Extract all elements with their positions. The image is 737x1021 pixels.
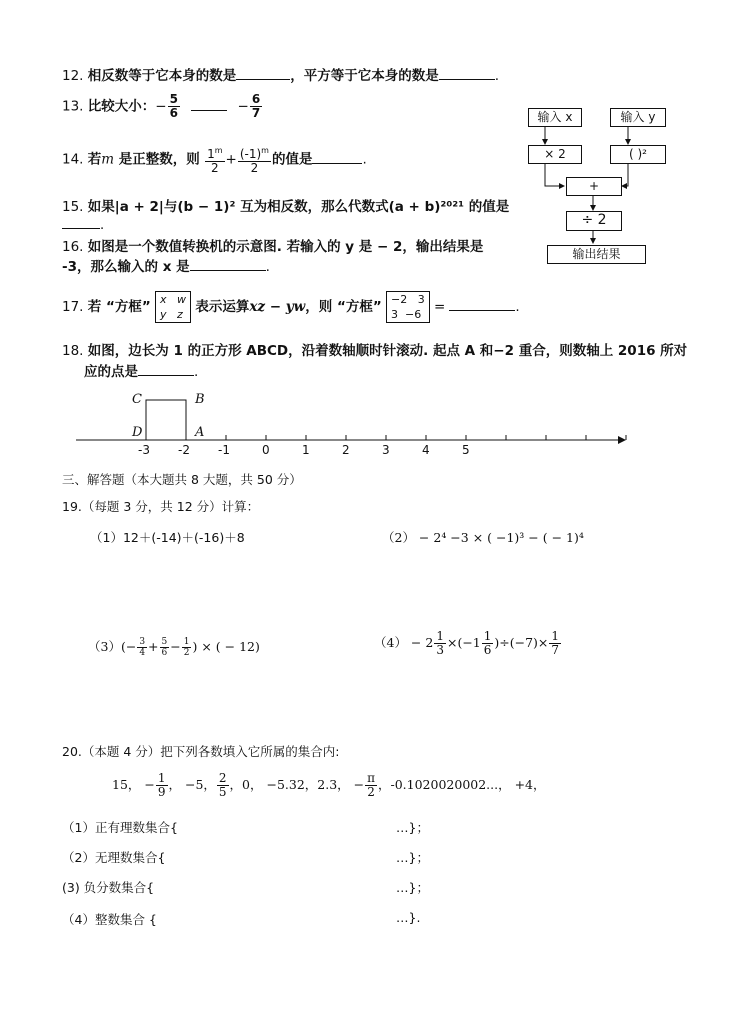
output-box: 输出结果 xyxy=(547,245,646,264)
numerator xyxy=(205,144,224,162)
matrix-cell: y xyxy=(160,308,167,321)
numerator: 5 xyxy=(169,92,178,106)
axis-ticks xyxy=(146,435,626,440)
label-b: B xyxy=(195,392,205,407)
question-12 xyxy=(62,64,499,84)
question-text: ，平方等于它本身的数是 xyxy=(290,68,439,84)
fraction xyxy=(434,630,446,657)
question-18 xyxy=(62,339,687,359)
period: . xyxy=(194,364,199,380)
question-number: 14. xyxy=(62,151,84,168)
denominator: 5 xyxy=(218,785,227,799)
matrix-cell: w xyxy=(177,293,187,306)
question-18-line2 xyxy=(84,360,198,380)
numerator: 3 xyxy=(139,637,146,647)
denominator: 7 xyxy=(551,643,560,657)
question-text: 若 “方框” xyxy=(87,299,151,315)
answer-blank[interactable] xyxy=(191,98,227,111)
period: . xyxy=(494,68,500,84)
matrix-cell: −6 xyxy=(405,308,422,321)
period: . xyxy=(515,299,520,315)
fraction xyxy=(160,637,170,658)
period: . xyxy=(265,259,270,275)
axis-arrow xyxy=(618,436,626,444)
period: . xyxy=(362,151,367,168)
label-a: A xyxy=(195,425,205,440)
tick-label: -1 xyxy=(218,443,230,457)
square-abcd xyxy=(146,400,186,440)
question-text: 是正整数，则 xyxy=(114,151,200,168)
expression-part: ) × ( − 12) xyxy=(192,639,260,654)
minus-sign: − xyxy=(170,639,181,654)
question-number: 18. xyxy=(62,343,84,359)
fraction xyxy=(137,637,147,658)
input-x-box: 输入 x xyxy=(528,108,582,127)
answer-blank[interactable] xyxy=(312,151,362,164)
matrix-symbolic xyxy=(155,291,191,323)
equals-sign: = xyxy=(434,299,446,315)
question-20-title: 20.（本题 4 分）把下列各数填入它所属的集合内: xyxy=(62,744,340,759)
question-number: 16. xyxy=(62,239,84,255)
denominator: 3 xyxy=(436,643,444,657)
denominator: 6 xyxy=(161,648,168,658)
minus-sign: − xyxy=(155,98,167,115)
number-line-axis xyxy=(70,390,630,450)
problem-19-4 xyxy=(374,630,562,657)
numbers-part: ，0， −5.32，2.3， − xyxy=(229,777,365,792)
denominator: 9 xyxy=(157,785,166,799)
label-c: C xyxy=(132,392,142,407)
label-d: D xyxy=(132,425,143,440)
question-16-line2 xyxy=(62,255,270,275)
matrix-cell: 3 xyxy=(417,293,425,306)
question-19-title: 19.（每题 3 分，共 12 分）计算： xyxy=(62,499,260,514)
question-16 xyxy=(62,235,483,255)
question-text: ，则 “方框” xyxy=(305,299,382,315)
numerator: 5 xyxy=(161,637,168,647)
variable: m xyxy=(101,151,115,168)
fraction xyxy=(205,144,224,175)
tick-label: 5 xyxy=(462,443,470,457)
answer-blank[interactable] xyxy=(236,67,290,80)
set-irrational-end: …}； xyxy=(396,850,429,865)
input-y-box: 输入 y xyxy=(610,108,666,127)
period: . xyxy=(100,218,105,233)
problem-19-3 xyxy=(88,637,260,658)
question-text: -3，那么输入的 x 是 xyxy=(62,259,190,275)
problem-19-1: （1）12＋(-14)＋(-16)＋8 xyxy=(90,530,245,545)
numerator: π xyxy=(367,771,375,785)
answer-blank[interactable] xyxy=(62,216,100,229)
numerator: 6 xyxy=(251,92,261,106)
denominator: 4 xyxy=(139,648,146,658)
problem-19-2: （2） − 2⁴ −3 × ( −1)³ − ( − 1)⁴ xyxy=(382,530,584,545)
numerator: 1 xyxy=(436,629,444,643)
operation-expression: xz − yw xyxy=(249,299,306,315)
question-15-blank-line xyxy=(62,216,104,233)
fraction xyxy=(365,772,377,799)
matrix-cell: 3 xyxy=(391,308,398,321)
matrix-cell: −2 xyxy=(391,293,408,306)
question-text: 相反数等于它本身的数是 xyxy=(87,68,237,84)
expression-part: （3）(− xyxy=(88,639,137,654)
set-positive-rational-label: （1）正有理数集合{ xyxy=(62,820,178,835)
question-text: 表示运算 xyxy=(195,299,250,315)
question-17 xyxy=(62,291,520,323)
expression-part: （4） − 2 xyxy=(374,635,434,650)
square-box: ( )² xyxy=(610,145,666,164)
exponent: m xyxy=(261,146,269,155)
set-negative-fraction-end: …}； xyxy=(396,880,429,895)
section-heading: 三、解答题（本大题共 8 大题，共 50 分） xyxy=(62,472,302,487)
fraction xyxy=(217,772,229,799)
numerator: 1 xyxy=(551,629,560,643)
question-number: 17. xyxy=(62,299,84,315)
set-positive-rational-end: …}； xyxy=(396,820,429,835)
set-integer-end: …}. xyxy=(396,910,421,925)
question-text: 的值是 xyxy=(271,151,313,168)
fraction xyxy=(156,772,168,799)
question-number: 13. xyxy=(62,98,84,115)
numerator-base: 1 xyxy=(207,147,215,161)
fraction xyxy=(482,630,494,657)
numerator: 1 xyxy=(483,629,492,643)
minus-sign: − xyxy=(237,98,249,115)
fraction xyxy=(168,93,180,120)
question-text: 比较大小： xyxy=(87,98,156,115)
expression-part: )÷(−7)× xyxy=(494,635,549,650)
answer-blank[interactable] xyxy=(138,363,194,376)
fraction xyxy=(549,630,561,657)
numerator: 1 xyxy=(183,637,190,647)
matrix-cell: x xyxy=(160,293,167,306)
question-number: 15. xyxy=(62,199,84,215)
numbers-part: ，-0.1020020002...， +4， xyxy=(378,777,546,792)
question-text: 如图，边长为 1 的正方形 ABCD，沿着数轴顺时针滚动. 起点 A 和−2 重合，则数轴上 2016 所对 xyxy=(87,343,688,359)
answer-blank[interactable] xyxy=(439,67,495,80)
denominator: 6 xyxy=(169,106,178,120)
set-irrational-label: （2）无理数集合{ xyxy=(62,850,166,865)
question-text: 若 xyxy=(87,151,102,168)
numerator: 2 xyxy=(218,771,227,785)
set-integer-label: （4）整数集合 { xyxy=(62,912,157,927)
tick-label: 0 xyxy=(262,443,270,457)
numerator-base: (-1) xyxy=(239,147,262,161)
denominator: 6 xyxy=(483,643,492,657)
tick-label: -2 xyxy=(178,443,190,457)
divide-two-box: ÷ 2 xyxy=(566,211,622,231)
expression-part: ×(−1 xyxy=(446,635,481,650)
plus-box: + xyxy=(566,177,622,196)
set-negative-fraction-label: (3) 负分数集合{ xyxy=(62,880,155,895)
question-number: 12. xyxy=(62,68,84,84)
question-13 xyxy=(62,93,263,120)
matrix-numeric xyxy=(386,291,430,323)
question-text: 应的点是 xyxy=(84,364,138,380)
question-15 xyxy=(62,195,509,215)
numerator xyxy=(238,144,271,162)
numbers-part: 15， − xyxy=(112,777,155,792)
tick-label: 1 xyxy=(302,443,310,457)
denominator: 2 xyxy=(250,161,259,175)
times-two-box: × 2 xyxy=(528,145,582,164)
fraction xyxy=(182,637,192,658)
tick-label: 2 xyxy=(342,443,350,457)
answer-blank[interactable] xyxy=(449,298,515,311)
numbers-part: ， −5， xyxy=(168,777,216,792)
denominator: 7 xyxy=(251,106,261,120)
plus-sign: + xyxy=(225,151,237,168)
tick-label: 3 xyxy=(382,443,390,457)
exponent: m xyxy=(214,146,223,155)
fraction xyxy=(250,93,262,120)
denominator: 2 xyxy=(367,785,375,799)
question-14 xyxy=(62,144,367,175)
fraction xyxy=(238,144,271,175)
tick-label: 4 xyxy=(422,443,430,457)
denominator: 2 xyxy=(210,161,219,175)
plus-sign: + xyxy=(148,639,159,654)
question-text: 如果|a + 2|与(b − 1)² 互为相反数，那么代数式(a + b)²⁰²¹ 的值是 xyxy=(87,199,510,215)
tick-label: -3 xyxy=(138,443,150,457)
question-text: 如图是一个数值转换机的示意图. 若输入的 y 是 − 2，输出结果是 xyxy=(87,239,484,255)
number-list xyxy=(112,772,546,799)
answer-blank[interactable] xyxy=(190,258,266,271)
numerator: 1 xyxy=(157,771,166,785)
matrix-cell: z xyxy=(177,308,183,321)
denominator: 2 xyxy=(183,648,190,658)
